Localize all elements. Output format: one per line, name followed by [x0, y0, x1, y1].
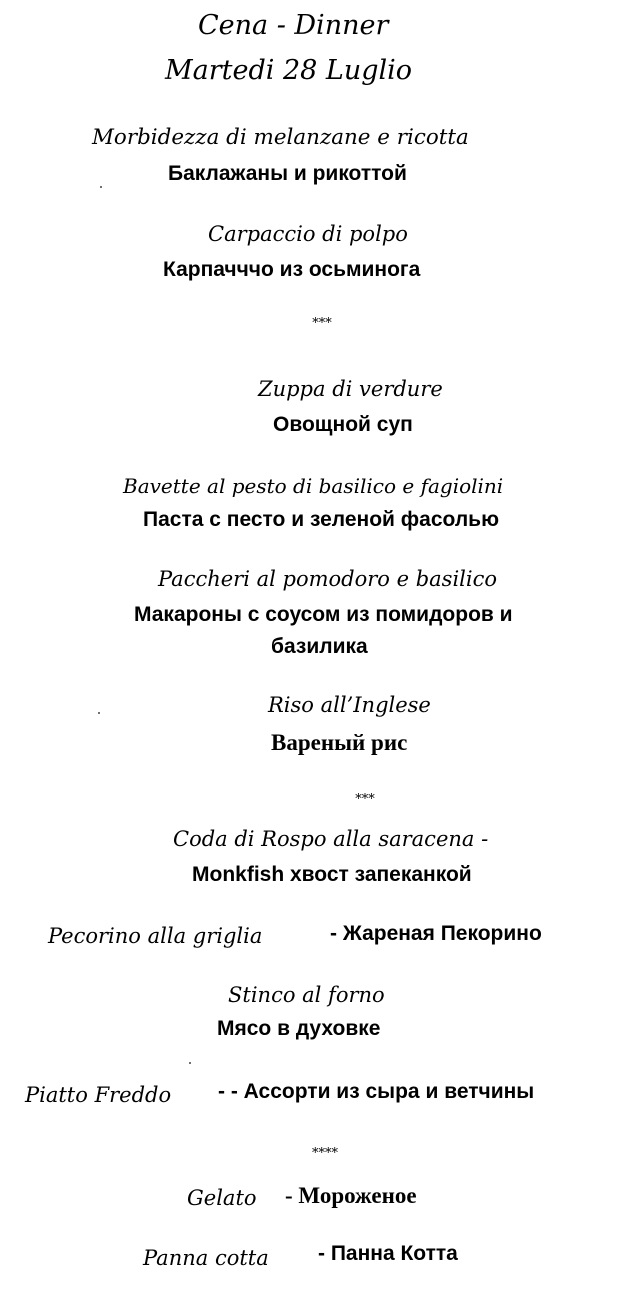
separator-stars: *** — [312, 316, 332, 331]
dish-italian-panna-cotta: Panna cotta — [143, 1246, 269, 1270]
dish-russian-panna-cotta: - Панна Котта — [318, 1242, 458, 1265]
dish-italian-piatto-freddo: Piatto Freddo — [25, 1083, 172, 1107]
dish-russian-paccheri-line2: базилика — [271, 635, 368, 658]
dish-italian-pecorino: Pecorino alla griglia — [48, 924, 263, 948]
dish-russian-eggplant: Баклажаны и рикоттой — [168, 162, 407, 185]
dish-russian-bavette: Паста с песто и зеленой фасолью — [143, 508, 500, 531]
dish-italian-gelato: Gelato — [187, 1186, 257, 1210]
speck — [100, 186, 102, 188]
dish-russian-paccheri-line1: Макароны с соусом из помидоров и — [134, 603, 513, 626]
dish-italian-paccheri: Paccheri al pomodoro e basilico — [158, 567, 498, 591]
separator-stars: *** — [355, 792, 375, 807]
dish-italian-carpaccio: Carpaccio di polpo — [208, 222, 408, 246]
dish-russian-piatto-freddo: - - Ассорти из сыра и ветчины — [218, 1080, 535, 1103]
dish-italian-eggplant: Morbidezza di melanzane e ricotta — [92, 125, 469, 149]
menu-date: Martedi 28 Luglio — [165, 55, 413, 86]
dish-italian-monkfish: Coda di Rospo alla saracena - — [173, 827, 489, 851]
speck — [98, 712, 100, 714]
dish-russian-gelato: - Мороженое — [285, 1183, 417, 1208]
dish-italian-soup: Zuppa di verdure — [258, 377, 443, 401]
dish-russian-stinco: Мясо в духовке — [217, 1017, 381, 1040]
dish-italian-stinco: Stinco al forno — [228, 983, 385, 1007]
dish-italian-bavette: Bavette al pesto di basilico e fagiolini — [123, 474, 504, 498]
speck — [189, 1062, 191, 1064]
dish-russian-rice: Вареный рис — [271, 730, 408, 755]
separator-stars: **** — [312, 1146, 338, 1161]
dish-russian-pecorino: - Жареная Пекорино — [330, 922, 542, 945]
dish-russian-carpaccio: Карпачччо из осьминога — [163, 258, 421, 281]
dish-russian-monkfish: Monkfish хвост запеканкой — [192, 863, 472, 886]
dish-italian-rice: Riso all’Inglese — [268, 693, 431, 717]
menu-title: Cena - Dinner — [198, 10, 389, 41]
dish-russian-soup: Овощной суп — [273, 413, 413, 436]
